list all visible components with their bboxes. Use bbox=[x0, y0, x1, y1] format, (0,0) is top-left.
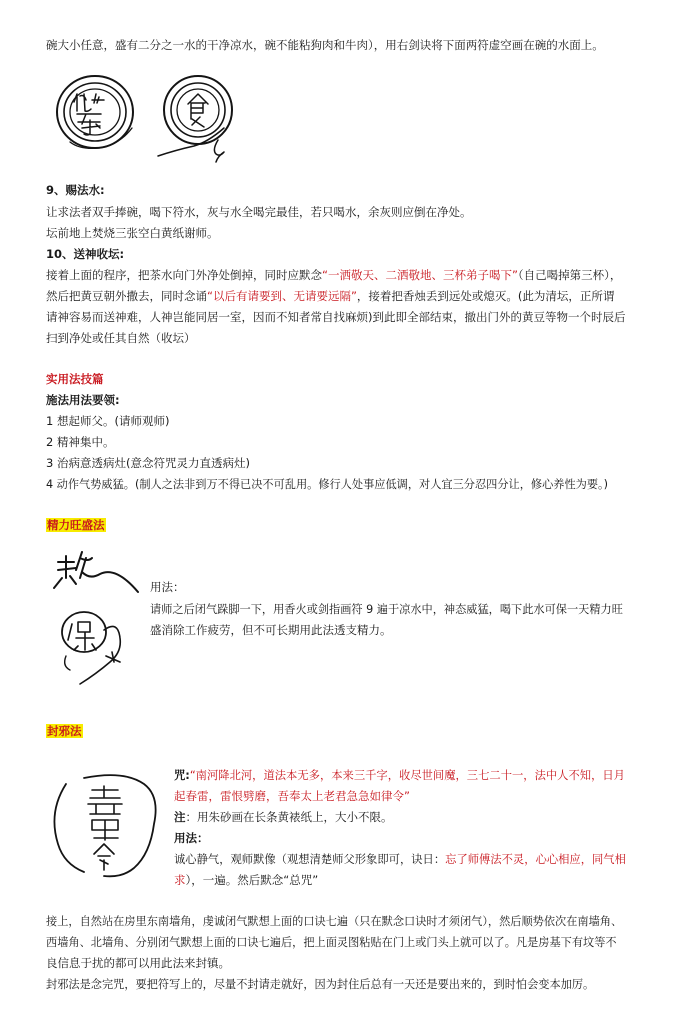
section10-text: ，接着把香烛丢到远处或熄灭。(此为清坛，正所谓 bbox=[356, 289, 615, 303]
section10-line-2 bbox=[46, 287, 658, 306]
seal-usage-red-1: 忘了师傅法不灵，心心相应，同气相 bbox=[445, 853, 626, 866]
section9-heading: 9、赐法水: bbox=[46, 183, 105, 197]
seal-usage-text-1: 诚心静气，观师默像（观想清楚师父形象即可，诀日： bbox=[174, 853, 446, 866]
talisman-huafu bbox=[52, 70, 148, 162]
seal-mantra-line-2: 起春雷，雷恨劈磨，吾奉太上老君急急如律令” bbox=[174, 789, 410, 803]
practical-item-2: 2 精神集中。 bbox=[46, 435, 115, 449]
seal-usage-red-2: 求 bbox=[174, 873, 186, 887]
energy-glyph-chi bbox=[52, 548, 142, 596]
section10-text: 然后把黄豆朝外撒去，同时念诵 bbox=[46, 289, 207, 303]
seal-title-text: 封邪法 bbox=[47, 724, 82, 738]
practical-item-3: 3 治病意透病灶(意念符咒灵力直透病灶) bbox=[46, 456, 250, 470]
section10-text: （自己喝掉第三杯）， bbox=[517, 268, 622, 282]
practical-item-1: 1 想起师父。(请师观师) bbox=[46, 414, 170, 428]
energy-glyph-bao bbox=[56, 600, 140, 688]
seal-title bbox=[46, 722, 83, 741]
energy-title-text: 精力旺盛法 bbox=[47, 518, 105, 532]
seal-note-text: ：用朱砂画在长条黄裱纸上，大小不限。 bbox=[185, 810, 393, 824]
energy-usage-line-1: 请师之后闭气跺脚一下，用香火或剑指画符 9 遍于凉水中，神态威猛，喝下此水可保一天精力旺 bbox=[150, 603, 623, 616]
closing-line-3: 良信息于扰的都可以用此法来封镇。 bbox=[46, 956, 230, 970]
section10-line-3: 请神容易而送神难，人神岂能同居一室，因而不知者常自找麻烦)到此即全部结束，撤出门外的黄豆等物一个时辰后 bbox=[46, 310, 626, 324]
energy-usage-label: 用法： bbox=[150, 580, 185, 594]
seal-usage-line-1 bbox=[174, 850, 660, 869]
closing-line-4: 封邪法是念完咒，要把符写上的，尽量不封请走就好，因为封住后总有一天还是要出来的，到时怕会变本加厉。 bbox=[46, 978, 595, 991]
section10-quote-1: “一洒敬天、二洒敬地、三杯弟子喝下” bbox=[322, 268, 518, 282]
seal-mantra-text-1: “南河降北河，道法本无多，本来三千字，收尽世间魔，三七二十一，法中人不知，日月 bbox=[189, 769, 625, 782]
seal-mantra-label: 咒: bbox=[174, 769, 190, 782]
section10-text: 接着上面的程序，把茶水向门外净处倒掉，同时应默念 bbox=[46, 268, 322, 282]
seal-note bbox=[174, 808, 660, 827]
section10-quote-2: “以后有请要到、无请要远隔” bbox=[207, 289, 357, 303]
seal-talisman bbox=[44, 768, 168, 878]
section10-heading: 10、送神收坛: bbox=[46, 247, 125, 261]
seal-usage-line-2 bbox=[174, 871, 660, 890]
section10-line-4: 扫到净处或任其自然（收坛） bbox=[46, 331, 196, 345]
section10-line-1 bbox=[46, 266, 658, 285]
section9-line-1: 让求法者双手捧碗，喝下符水，灰与水全喝完最佳，若只喝水，余灰则应倒在净处。 bbox=[46, 205, 472, 219]
energy-title bbox=[46, 516, 106, 535]
closing-line-1: 接上，自然站在房里东南墙角，虔诚闭气默想上面的口诀七遍（只在默念口诀时才须闭气），然后顺势依次在南墙角、 bbox=[46, 915, 623, 928]
seal-usage-text-2: ），一遍。然后默念“总咒” bbox=[185, 873, 319, 887]
section9-line-2: 坛前地上焚烧三张空白黄纸谢师。 bbox=[46, 226, 219, 240]
intro-line: 碗大小任意，盛有二分之一水的干净凉水，碗不能粘狗肉和牛肉），用右剑诀将下面两符虚空画在碗的水面上。 bbox=[46, 38, 604, 52]
closing-line-2: 西墙角、北墙角、分别闭气默想上面的口诀七遍后，把上面灵图粘贴在门上或门头上就可以了。凡是房基下有坟等不 bbox=[46, 936, 617, 949]
seal-note-label: 注 bbox=[174, 810, 186, 824]
practical-item-4: 4 动作气势威猛。(制人之法非到万不得已决不可乱用。修行人处事应低调，对人宜三分忍四分让，修心养性为要。) bbox=[46, 478, 608, 491]
practical-title: 实用法技篇 bbox=[46, 372, 104, 386]
talisman-shi bbox=[156, 70, 246, 162]
seal-mantra-line-1 bbox=[174, 766, 660, 785]
seal-usage-label: 用法： bbox=[174, 831, 209, 845]
energy-usage-line-2: 盛消除工作疲劳，但不可长期用此法透支精力。 bbox=[150, 623, 392, 637]
practical-subtitle: 施法用法要领: bbox=[46, 393, 120, 407]
